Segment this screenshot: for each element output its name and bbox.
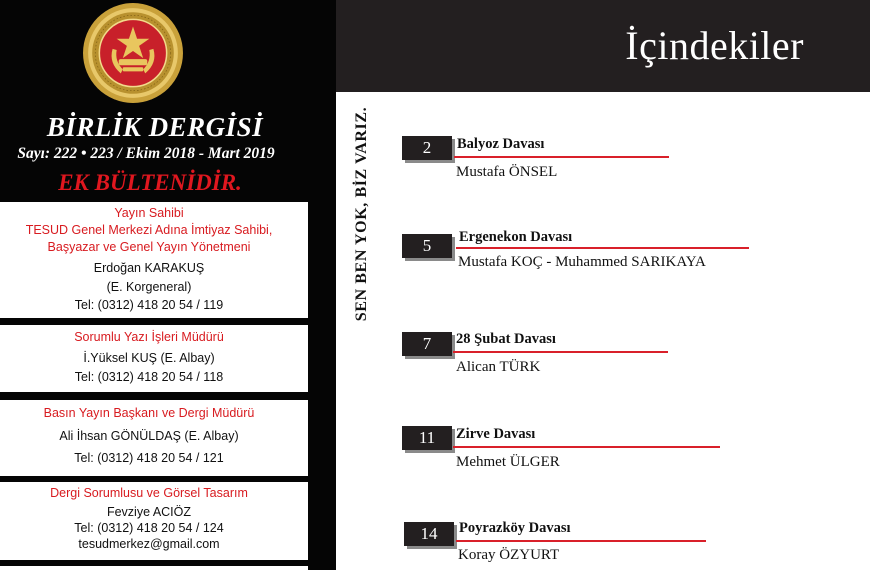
article-title: Balyoz Davası: [457, 136, 545, 152]
credit-box-press-director: [0, 400, 308, 476]
title-underline: [453, 446, 720, 448]
credit-role-line: TESUD Genel Merkezi Adına İmtiyaz Sahibi,: [25, 223, 273, 237]
article-author: Koray ÖZYURT: [458, 547, 560, 563]
page-number-badge: 7: [402, 332, 452, 356]
credit-phone: Tel: (0312) 418 20 54 / 118: [74, 369, 224, 384]
page-number-badge: 5: [402, 234, 452, 258]
credit-box-publisher: [0, 202, 308, 318]
credit-email: tesudmerkez@gmail.com: [78, 537, 220, 551]
page-title: İçindekiler: [625, 23, 804, 68]
title-underline: [456, 540, 706, 542]
title-underline: [453, 351, 668, 353]
title-underline: [456, 247, 749, 249]
association-emblem-logo: [82, 2, 184, 104]
credit-box-partial: [0, 566, 308, 570]
credit-role-line: Başyazar ve Genel Yayın Yönetmeni: [47, 240, 251, 254]
masthead-panel: [0, 0, 336, 570]
page-number-badge: 11: [402, 426, 452, 450]
credit-box-design: [0, 482, 308, 560]
article-author: Mustafa KOÇ - Muhammed SARIKAYA: [458, 254, 706, 270]
article-title: Poyrazköy Davası: [459, 520, 571, 536]
credit-name: Erdoğan KARAKUŞ: [93, 261, 205, 275]
article-title: Ergenekon Davası: [459, 229, 573, 245]
credit-role: Dergi Sorumlusu ve Görsel Tasarım: [50, 486, 248, 500]
credit-name: Fevziye ACIÖZ: [106, 505, 192, 519]
credit-title: (E. Korgeneral): [106, 279, 192, 294]
article-title: Zirve Davası: [456, 426, 536, 442]
credit-name: İ.Yüksel KUŞ (E. Albay): [83, 351, 215, 365]
article-author: Mehmet ÜLGER: [456, 454, 560, 470]
credit-phone: Tel: (0312) 418 20 54 / 119: [74, 298, 224, 312]
supplement-note: EK BÜLTENİDİR.: [58, 170, 242, 195]
vertical-slogan: SEN BEN YOK, BİZ VARIZ.: [353, 106, 370, 322]
page-number-badge: 14: [404, 522, 454, 546]
credit-role: Basın Yayın Başkanı ve Dergi Müdürü: [43, 406, 255, 420]
page-number-badge: 2: [402, 136, 452, 160]
magazine-title: BİRLİK DERGİSİ: [46, 112, 264, 142]
credit-phone: Tel: (0312) 418 20 54 / 124: [74, 521, 224, 535]
contents-header: [336, 0, 870, 92]
credit-phone: Tel: (0312) 418 20 54 / 121: [74, 450, 224, 465]
credit-name: Ali İhsan GÖNÜLDAŞ (E. Albay): [59, 429, 239, 443]
issue-line: Sayı: 222 • 223 / Ekim 2018 - Mart 2019: [17, 145, 275, 162]
title-underline: [454, 156, 669, 158]
article-title: 28 Şubat Davası: [456, 331, 556, 347]
article-author: Mustafa ÖNSEL: [456, 164, 558, 180]
credit-role: Yayın Sahibi: [114, 206, 184, 220]
article-author: Alican TÜRK: [456, 359, 541, 375]
credit-box-editor: [0, 325, 308, 392]
credit-role: Sorumlu Yazı İşleri Müdürü: [74, 330, 224, 344]
